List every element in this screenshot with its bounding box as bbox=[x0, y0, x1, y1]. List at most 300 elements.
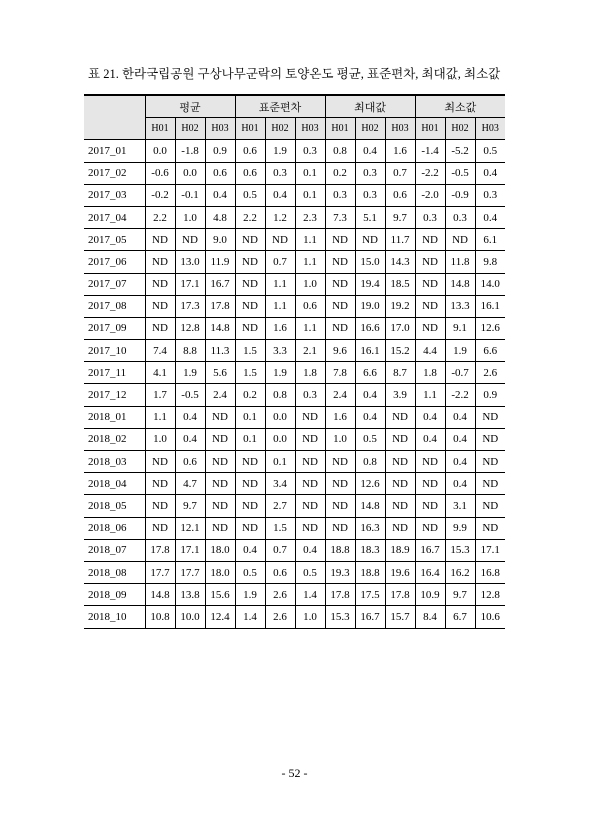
table-cell: 1.6 bbox=[265, 317, 295, 339]
table-cell: 18.5 bbox=[385, 273, 415, 295]
table-caption: 표 21. 한라국립공원 구상나무군락의 토양온도 평균, 표준편차, 최대값, 최소값 bbox=[88, 67, 501, 81]
table-cell: 0.7 bbox=[265, 539, 295, 561]
table-cell: 1.4 bbox=[295, 584, 325, 606]
table-cell: 1.5 bbox=[235, 362, 265, 384]
table-cell: ND bbox=[415, 273, 445, 295]
row-label: 2017_08 bbox=[84, 295, 145, 317]
table-cell: -0.5 bbox=[445, 162, 475, 184]
group-header-stddev: 표준편차 bbox=[235, 95, 325, 118]
table-cell: 16.1 bbox=[475, 295, 505, 317]
table-cell: 0.4 bbox=[415, 428, 445, 450]
table-row bbox=[84, 539, 505, 561]
table-cell: 0.4 bbox=[355, 384, 385, 406]
table-row bbox=[84, 606, 505, 628]
row-label: 2017_02 bbox=[84, 162, 145, 184]
table-cell: 1.2 bbox=[265, 206, 295, 228]
table-cell: 0.3 bbox=[355, 184, 385, 206]
table-cell: ND bbox=[235, 495, 265, 517]
table-cell: ND bbox=[385, 428, 415, 450]
table-cell: 10.8 bbox=[145, 606, 175, 628]
table-cell: 1.9 bbox=[265, 140, 295, 162]
table-cell: ND bbox=[295, 517, 325, 539]
table-cell: 0.4 bbox=[475, 162, 505, 184]
table-row bbox=[84, 340, 505, 362]
table-cell: ND bbox=[385, 517, 415, 539]
table-cell: 15.6 bbox=[205, 584, 235, 606]
soil-temperature-table bbox=[84, 94, 505, 629]
table-cell: -5.2 bbox=[445, 140, 475, 162]
table-cell: 2.6 bbox=[265, 584, 295, 606]
table-cell: 13.0 bbox=[175, 251, 205, 273]
table-cell: 12.6 bbox=[475, 317, 505, 339]
table-cell: 8.4 bbox=[415, 606, 445, 628]
table-row bbox=[84, 229, 505, 251]
table-cell: 0.4 bbox=[415, 406, 445, 428]
table-cell: 15.0 bbox=[355, 251, 385, 273]
table-cell: 11.8 bbox=[445, 251, 475, 273]
table-row bbox=[84, 495, 505, 517]
table-cell: 12.6 bbox=[355, 473, 385, 495]
sub-header-h01: H01 bbox=[145, 118, 175, 140]
table-cell: ND bbox=[295, 495, 325, 517]
row-label: 2017_04 bbox=[84, 206, 145, 228]
table-cell: 17.7 bbox=[175, 561, 205, 583]
table-cell: 0.4 bbox=[235, 539, 265, 561]
table-cell: 14.8 bbox=[145, 584, 175, 606]
table-cell: 0.4 bbox=[355, 140, 385, 162]
table-cell: 16.7 bbox=[355, 606, 385, 628]
table-cell: ND bbox=[415, 251, 445, 273]
table-cell: ND bbox=[475, 473, 505, 495]
table-cell: 0.1 bbox=[295, 162, 325, 184]
table-cell: ND bbox=[295, 428, 325, 450]
table-cell: 0.0 bbox=[145, 140, 175, 162]
table-cell: 0.2 bbox=[235, 384, 265, 406]
table-cell: 17.5 bbox=[355, 584, 385, 606]
table-row bbox=[84, 140, 505, 162]
table-cell: 9.7 bbox=[175, 495, 205, 517]
table-cell: 16.7 bbox=[205, 273, 235, 295]
sub-header-h03: H03 bbox=[295, 118, 325, 140]
table-cell: 1.1 bbox=[265, 273, 295, 295]
table-cell: ND bbox=[145, 229, 175, 251]
table-cell: 14.8 bbox=[445, 273, 475, 295]
table-row bbox=[84, 251, 505, 273]
table-cell: 19.6 bbox=[385, 561, 415, 583]
table-cell: ND bbox=[145, 273, 175, 295]
table-cell: 2.6 bbox=[475, 362, 505, 384]
table-cell: 1.1 bbox=[145, 406, 175, 428]
table-cell: ND bbox=[145, 295, 175, 317]
table-cell: 19.4 bbox=[355, 273, 385, 295]
sub-header-h03: H03 bbox=[385, 118, 415, 140]
table-cell: ND bbox=[145, 517, 175, 539]
table-cell: 1.1 bbox=[265, 295, 295, 317]
table-row bbox=[84, 362, 505, 384]
table-cell: ND bbox=[385, 473, 415, 495]
table-cell: 0.3 bbox=[355, 162, 385, 184]
table-cell: 0.9 bbox=[475, 384, 505, 406]
table-row bbox=[84, 428, 505, 450]
table-cell: 10.9 bbox=[415, 584, 445, 606]
table-cell: ND bbox=[235, 517, 265, 539]
row-label: 2017_10 bbox=[84, 340, 145, 362]
table-cell: ND bbox=[205, 495, 235, 517]
table-cell: 12.8 bbox=[175, 317, 205, 339]
table-cell: 0.4 bbox=[445, 406, 475, 428]
table-cell: 0.6 bbox=[175, 451, 205, 473]
table-cell: ND bbox=[235, 317, 265, 339]
table-cell: 0.3 bbox=[295, 384, 325, 406]
table-cell: 1.1 bbox=[415, 384, 445, 406]
sub-header-h03: H03 bbox=[205, 118, 235, 140]
table-cell: 18.8 bbox=[355, 561, 385, 583]
table-cell: 0.4 bbox=[445, 451, 475, 473]
table-cell: ND bbox=[205, 473, 235, 495]
table-row bbox=[84, 317, 505, 339]
table-cell: 15.7 bbox=[385, 606, 415, 628]
table-cell: ND bbox=[145, 451, 175, 473]
table-cell: -1.4 bbox=[415, 140, 445, 162]
table-cell: 17.8 bbox=[385, 584, 415, 606]
table-cell: 15.3 bbox=[325, 606, 355, 628]
table-cell: 0.4 bbox=[445, 473, 475, 495]
table-cell: -0.9 bbox=[445, 184, 475, 206]
table-cell: 7.8 bbox=[325, 362, 355, 384]
table-cell: 4.7 bbox=[175, 473, 205, 495]
row-label: 2018_02 bbox=[84, 428, 145, 450]
sub-header-h03: H03 bbox=[475, 118, 505, 140]
table-cell: 2.3 bbox=[295, 206, 325, 228]
table-cell: 0.1 bbox=[235, 428, 265, 450]
table-cell: 12.8 bbox=[475, 584, 505, 606]
table-cell: 1.9 bbox=[445, 340, 475, 362]
row-label: 2017_09 bbox=[84, 317, 145, 339]
table-row bbox=[84, 561, 505, 583]
group-header-min: 최소값 bbox=[415, 95, 505, 118]
table-row bbox=[84, 406, 505, 428]
table-cell: ND bbox=[475, 495, 505, 517]
table-cell: 1.1 bbox=[295, 251, 325, 273]
table-cell: ND bbox=[235, 229, 265, 251]
table-row bbox=[84, 584, 505, 606]
table-body bbox=[84, 140, 505, 628]
table-cell: 17.1 bbox=[175, 273, 205, 295]
table-cell: ND bbox=[325, 473, 355, 495]
table-cell: 0.1 bbox=[295, 184, 325, 206]
sub-header-h02: H02 bbox=[175, 118, 205, 140]
table-cell: 9.6 bbox=[325, 340, 355, 362]
table-cell: 0.3 bbox=[325, 184, 355, 206]
table-cell: 4.4 bbox=[415, 340, 445, 362]
table-row bbox=[84, 162, 505, 184]
table-cell: 6.6 bbox=[475, 340, 505, 362]
table-cell: ND bbox=[415, 295, 445, 317]
table-row bbox=[84, 295, 505, 317]
table-cell: 18.9 bbox=[385, 539, 415, 561]
row-label: 2018_01 bbox=[84, 406, 145, 428]
group-header-row bbox=[84, 95, 505, 118]
table-cell: 1.5 bbox=[265, 517, 295, 539]
table-cell: ND bbox=[205, 428, 235, 450]
table-cell: ND bbox=[325, 229, 355, 251]
table-cell: 17.1 bbox=[475, 539, 505, 561]
row-label: 2018_09 bbox=[84, 584, 145, 606]
table-cell: 18.3 bbox=[355, 539, 385, 561]
table-cell: 0.5 bbox=[355, 428, 385, 450]
table-cell: 6.7 bbox=[445, 606, 475, 628]
table-cell: 0.1 bbox=[235, 406, 265, 428]
row-label: 2018_08 bbox=[84, 561, 145, 583]
table-cell: ND bbox=[355, 229, 385, 251]
table-row bbox=[84, 273, 505, 295]
table-cell: 0.4 bbox=[205, 184, 235, 206]
table-cell: 17.7 bbox=[145, 561, 175, 583]
table-cell: 5.6 bbox=[205, 362, 235, 384]
table-cell: -2.2 bbox=[445, 384, 475, 406]
table-cell: 1.8 bbox=[415, 362, 445, 384]
table-cell: ND bbox=[415, 517, 445, 539]
table-row bbox=[84, 384, 505, 406]
table-cell: 16.1 bbox=[355, 340, 385, 362]
table-cell: 3.9 bbox=[385, 384, 415, 406]
table-cell: 13.8 bbox=[175, 584, 205, 606]
table-cell: 19.3 bbox=[325, 561, 355, 583]
table-cell: ND bbox=[235, 273, 265, 295]
table-cell: ND bbox=[175, 229, 205, 251]
table-cell: 17.8 bbox=[205, 295, 235, 317]
table-cell: 9.7 bbox=[445, 584, 475, 606]
group-header-mean: 평균 bbox=[145, 95, 235, 118]
table-cell: 17.3 bbox=[175, 295, 205, 317]
table-cell: ND bbox=[385, 495, 415, 517]
table-cell: ND bbox=[325, 517, 355, 539]
table-cell: 16.6 bbox=[355, 317, 385, 339]
table-cell: ND bbox=[325, 273, 355, 295]
table-cell: ND bbox=[325, 317, 355, 339]
table-cell: 0.2 bbox=[325, 162, 355, 184]
table-cell: 15.3 bbox=[445, 539, 475, 561]
row-label: 2018_06 bbox=[84, 517, 145, 539]
sub-header-h02: H02 bbox=[265, 118, 295, 140]
table-cell: 0.5 bbox=[235, 184, 265, 206]
table-cell: 10.6 bbox=[475, 606, 505, 628]
table-cell: 19.2 bbox=[385, 295, 415, 317]
table-cell: 0.6 bbox=[235, 162, 265, 184]
table-cell: 7.4 bbox=[145, 340, 175, 362]
table-cell: ND bbox=[205, 517, 235, 539]
table-cell: 1.0 bbox=[295, 606, 325, 628]
table-cell: 0.6 bbox=[385, 184, 415, 206]
table-cell: ND bbox=[325, 251, 355, 273]
table-cell: 0.3 bbox=[265, 162, 295, 184]
row-label: 2017_12 bbox=[84, 384, 145, 406]
table-cell: ND bbox=[385, 451, 415, 473]
table-cell: 10.0 bbox=[175, 606, 205, 628]
row-label: 2018_05 bbox=[84, 495, 145, 517]
table-cell: ND bbox=[145, 495, 175, 517]
table-cell: 18.0 bbox=[205, 561, 235, 583]
table-cell: 9.7 bbox=[385, 206, 415, 228]
table-cell: 17.0 bbox=[385, 317, 415, 339]
table-cell: ND bbox=[415, 473, 445, 495]
table-cell: 2.2 bbox=[145, 206, 175, 228]
table-cell: 0.0 bbox=[175, 162, 205, 184]
sub-header-h02: H02 bbox=[445, 118, 475, 140]
table-cell: ND bbox=[235, 295, 265, 317]
table-cell: 0.4 bbox=[475, 206, 505, 228]
sub-header-h01: H01 bbox=[325, 118, 355, 140]
table-cell: ND bbox=[475, 428, 505, 450]
table-cell: ND bbox=[145, 251, 175, 273]
table-cell: ND bbox=[205, 451, 235, 473]
table-cell: 1.6 bbox=[325, 406, 355, 428]
table-cell: 0.5 bbox=[475, 140, 505, 162]
table-cell: 2.4 bbox=[325, 384, 355, 406]
table-cell: 1.8 bbox=[295, 362, 325, 384]
table-cell: 16.8 bbox=[475, 561, 505, 583]
table-cell: 0.3 bbox=[415, 206, 445, 228]
table-cell: ND bbox=[325, 451, 355, 473]
row-label: 2018_07 bbox=[84, 539, 145, 561]
table-cell: 1.1 bbox=[295, 229, 325, 251]
table-cell: 14.8 bbox=[355, 495, 385, 517]
table-cell: 0.7 bbox=[265, 251, 295, 273]
table-cell: 0.4 bbox=[175, 428, 205, 450]
table-row bbox=[84, 184, 505, 206]
table-cell: 1.7 bbox=[145, 384, 175, 406]
table-cell: ND bbox=[265, 229, 295, 251]
table-cell: 1.9 bbox=[175, 362, 205, 384]
table-cell: 8.8 bbox=[175, 340, 205, 362]
table-cell: 1.0 bbox=[145, 428, 175, 450]
table-cell: ND bbox=[145, 473, 175, 495]
table-cell: ND bbox=[235, 251, 265, 273]
table-cell: ND bbox=[205, 406, 235, 428]
table-cell: 16.7 bbox=[415, 539, 445, 561]
table-cell: -0.2 bbox=[145, 184, 175, 206]
table-cell: 3.3 bbox=[265, 340, 295, 362]
row-label: 2018_10 bbox=[84, 606, 145, 628]
page-number: - 52 - bbox=[281, 766, 308, 780]
table-cell: 0.9 bbox=[205, 140, 235, 162]
table-cell: 1.0 bbox=[175, 206, 205, 228]
table-cell: ND bbox=[475, 517, 505, 539]
table-cell: 0.6 bbox=[265, 561, 295, 583]
table-cell: 14.8 bbox=[205, 317, 235, 339]
table-cell: 0.4 bbox=[295, 539, 325, 561]
table-cell: 12.1 bbox=[175, 517, 205, 539]
table-row bbox=[84, 473, 505, 495]
table-cell: 14.0 bbox=[475, 273, 505, 295]
table-cell: 0.4 bbox=[265, 184, 295, 206]
table-cell: ND bbox=[145, 317, 175, 339]
table-cell: -0.5 bbox=[175, 384, 205, 406]
corner-header-cell bbox=[84, 95, 145, 140]
table-cell: -2.0 bbox=[415, 184, 445, 206]
table-cell: 2.1 bbox=[295, 340, 325, 362]
table-cell: 0.5 bbox=[235, 561, 265, 583]
row-label: 2017_06 bbox=[84, 251, 145, 273]
table-cell: 1.1 bbox=[295, 317, 325, 339]
table-cell: 2.6 bbox=[265, 606, 295, 628]
sub-header-h02: H02 bbox=[355, 118, 385, 140]
row-label: 2018_04 bbox=[84, 473, 145, 495]
table-cell: 13.3 bbox=[445, 295, 475, 317]
table-cell: 8.7 bbox=[385, 362, 415, 384]
table-cell: ND bbox=[415, 229, 445, 251]
table-cell: 16.4 bbox=[415, 561, 445, 583]
row-label: 2017_05 bbox=[84, 229, 145, 251]
table-cell: -0.1 bbox=[175, 184, 205, 206]
table-cell: 0.6 bbox=[235, 140, 265, 162]
table-cell: 0.4 bbox=[445, 428, 475, 450]
table-cell: 11.3 bbox=[205, 340, 235, 362]
table-cell: 9.0 bbox=[205, 229, 235, 251]
table-cell: 2.2 bbox=[235, 206, 265, 228]
table-cell: 5.1 bbox=[355, 206, 385, 228]
table-cell: 0.4 bbox=[355, 406, 385, 428]
table-cell: 16.3 bbox=[355, 517, 385, 539]
table-cell: 0.0 bbox=[265, 428, 295, 450]
table-cell: 6.1 bbox=[475, 229, 505, 251]
table-cell: 11.7 bbox=[385, 229, 415, 251]
table-cell: 18.8 bbox=[325, 539, 355, 561]
table-cell: 6.6 bbox=[355, 362, 385, 384]
table-cell: 17.8 bbox=[145, 539, 175, 561]
table-cell: 1.9 bbox=[265, 362, 295, 384]
table-cell: 14.3 bbox=[385, 251, 415, 273]
table-cell: 18.0 bbox=[205, 539, 235, 561]
table-cell: 1.0 bbox=[325, 428, 355, 450]
table-cell: 1.5 bbox=[235, 340, 265, 362]
table-cell: 1.6 bbox=[385, 140, 415, 162]
table-cell: 7.3 bbox=[325, 206, 355, 228]
table-cell: ND bbox=[385, 406, 415, 428]
table-cell: ND bbox=[295, 406, 325, 428]
table-cell: 2.7 bbox=[265, 495, 295, 517]
row-label: 2018_03 bbox=[84, 451, 145, 473]
table-cell: 0.8 bbox=[325, 140, 355, 162]
table-cell: ND bbox=[475, 406, 505, 428]
table-cell: 0.6 bbox=[205, 162, 235, 184]
table-cell: 0.1 bbox=[265, 451, 295, 473]
table-cell: 15.2 bbox=[385, 340, 415, 362]
table-cell: 9.8 bbox=[475, 251, 505, 273]
sub-header-h01: H01 bbox=[235, 118, 265, 140]
table-cell: 0.5 bbox=[295, 561, 325, 583]
table-cell: 19.0 bbox=[355, 295, 385, 317]
table-cell: -0.7 bbox=[445, 362, 475, 384]
table-cell: 2.4 bbox=[205, 384, 235, 406]
table-cell: ND bbox=[235, 473, 265, 495]
table-cell: ND bbox=[475, 451, 505, 473]
table-cell: 12.4 bbox=[205, 606, 235, 628]
table-cell: ND bbox=[295, 451, 325, 473]
table-cell: 0.3 bbox=[475, 184, 505, 206]
row-label: 2017_03 bbox=[84, 184, 145, 206]
table-cell: 9.1 bbox=[445, 317, 475, 339]
table-cell: ND bbox=[415, 451, 445, 473]
table-row bbox=[84, 517, 505, 539]
table-cell: 0.6 bbox=[295, 295, 325, 317]
table-cell: -0.6 bbox=[145, 162, 175, 184]
table-row bbox=[84, 206, 505, 228]
sub-header-h01: H01 bbox=[415, 118, 445, 140]
row-label: 2017_07 bbox=[84, 273, 145, 295]
table-cell: 17.1 bbox=[175, 539, 205, 561]
table-cell: ND bbox=[325, 295, 355, 317]
